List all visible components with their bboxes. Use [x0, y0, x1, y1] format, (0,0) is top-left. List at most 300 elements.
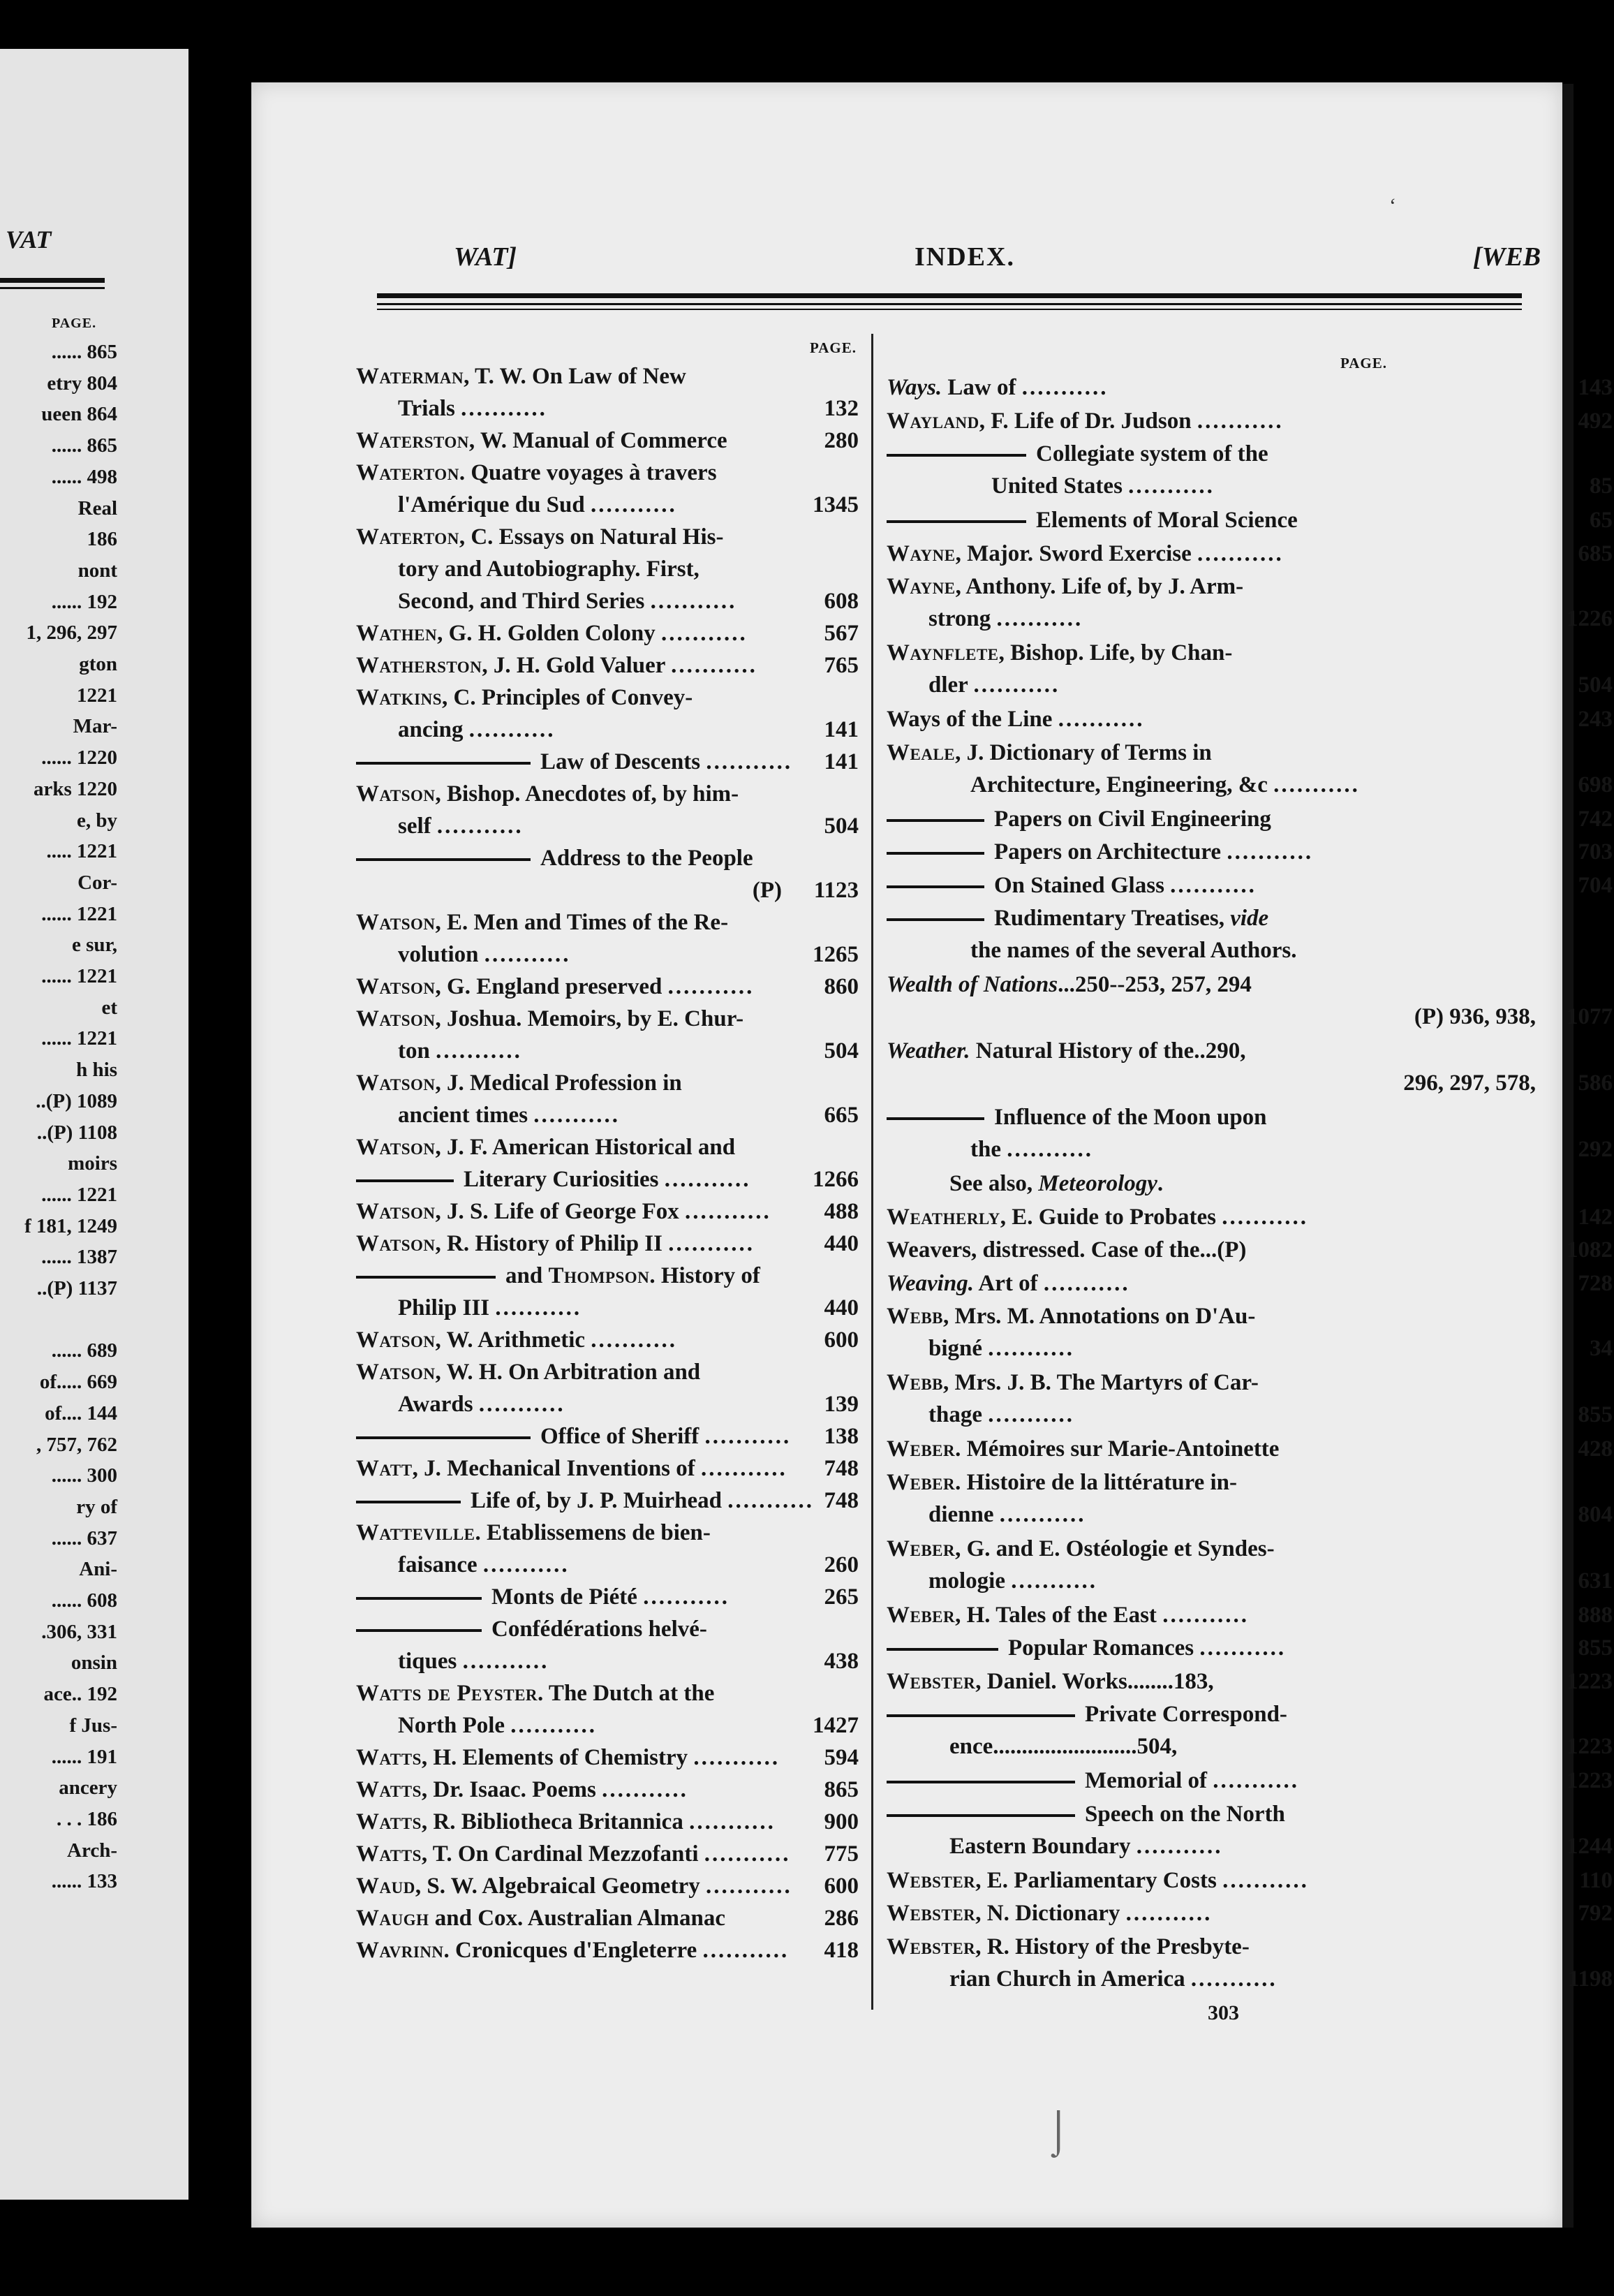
ditto-dash	[887, 885, 984, 888]
index-entry	[356, 1324, 859, 1356]
ditto-dash	[887, 1814, 1075, 1817]
page-ref: 143	[1578, 375, 1613, 400]
index-entry	[887, 1267, 1613, 1300]
index-entry	[887, 1466, 1613, 1531]
index-entry-line	[356, 1838, 859, 1870]
index-entry-line	[887, 869, 1613, 902]
index-entry-line	[356, 1356, 859, 1388]
previous-page-line: ...... 865	[51, 434, 117, 457]
index-entry-line	[887, 836, 1613, 868]
index-entry	[887, 1101, 1613, 1165]
page-ref: 600	[824, 1874, 859, 1899]
entry-text: Weber. Histoire de la littérature in-	[887, 1469, 1238, 1495]
entry-text: Weatherly, E. Guide to Probates ...........	[887, 1204, 1308, 1230]
entry-text: Waterton. Quatre voyages à travers	[356, 460, 717, 485]
previous-page-line: Mar-	[73, 715, 117, 738]
index-entry-line	[887, 1332, 1613, 1364]
page-ref: 504	[824, 814, 859, 839]
index-entry-line	[356, 553, 859, 585]
index-entry-line	[356, 971, 859, 1003]
page-ref: 1266	[813, 1167, 859, 1192]
previous-page-line: .306, 331	[41, 1620, 117, 1643]
entry-text: Papers on Civil Engineering	[994, 806, 1271, 832]
entry-text: the names of the several Authors.	[970, 938, 1297, 963]
index-entry-line	[356, 489, 859, 521]
entry-text: ton ...........	[398, 1038, 522, 1064]
index-entry	[356, 1452, 859, 1485]
index-entry-line	[887, 703, 1613, 735]
page-ref: 132	[824, 396, 859, 421]
page-ref: 492	[1578, 408, 1613, 434]
entry-text: Weale, J. Dictionary of Terms in	[887, 739, 1212, 765]
previous-page-line: ...... 608	[51, 1589, 117, 1612]
index-entry	[356, 1228, 859, 1260]
entry-text: Watts, Dr. Isaac. Poems ...........	[356, 1777, 688, 1802]
page-ref: 265	[824, 1584, 859, 1610]
entry-text: Wavrinn. Cronicques d'Engleterre ...........	[356, 1938, 790, 1963]
index-entry	[356, 1806, 859, 1838]
index-entry-line	[887, 1533, 1613, 1565]
page-ref: 141	[824, 749, 859, 774]
index-entry-line	[356, 682, 859, 714]
entry-text: (P)	[752, 878, 782, 903]
index-entry-line	[356, 1163, 859, 1195]
page-ref: 804	[1578, 1501, 1613, 1527]
entry-text: Watson, W. H. On Arbitration and	[356, 1360, 701, 1385]
previous-page-line: ...... 191	[51, 1745, 117, 1768]
page-header	[454, 242, 1592, 284]
index-entry	[887, 902, 1613, 966]
page-ref: 742	[1578, 806, 1613, 832]
page-ref: 855	[1578, 1635, 1613, 1661]
index-entry-line	[887, 1765, 1613, 1797]
entry-text: Watson, J. Medical Profession in	[356, 1070, 682, 1096]
index-entry-line	[887, 1499, 1613, 1531]
index-entry-line	[887, 1632, 1613, 1664]
index-entry	[356, 457, 859, 521]
index-entry-line	[356, 1774, 859, 1806]
index-entry-line	[356, 585, 859, 617]
index-entry-line	[356, 1035, 859, 1067]
entry-text: Architecture, Engineering, &c ...........	[970, 772, 1360, 797]
index-entry-line	[887, 603, 1613, 635]
index-entry-line	[887, 504, 1613, 536]
index-entry-line	[356, 1806, 859, 1838]
index-entry-line	[356, 746, 859, 778]
previous-page-line: ...... 498	[51, 465, 117, 488]
page-ref: 1223	[1567, 1768, 1613, 1793]
entry-text: ancing ...........	[398, 717, 556, 742]
entry-text: dler ...........	[928, 672, 1060, 698]
entry-text: Watteville. Etablissemens de bien-	[356, 1520, 711, 1545]
index-entry-line	[356, 1388, 859, 1420]
page-ref: 504	[824, 1038, 859, 1064]
entry-text: Weber, G. and E. Ostéologie et Syndes-	[887, 1536, 1275, 1561]
entry-text: Private Correspond-	[1085, 1702, 1287, 1727]
index-entry	[887, 803, 1613, 835]
page-ref: 1427	[813, 1713, 859, 1738]
index-entry	[356, 1131, 859, 1195]
page-ref: 1244	[1567, 1833, 1613, 1859]
page-ref: 567	[824, 621, 859, 646]
entry-text: Weavers, distressed. Case of the...(P)	[887, 1237, 1247, 1263]
header-rule-thick	[377, 293, 1522, 298]
page-ref: 504	[1578, 672, 1613, 698]
page-ref: 260	[824, 1552, 859, 1577]
index-entry	[356, 778, 859, 842]
index-entry	[887, 1864, 1613, 1897]
entry-text: Life of, by J. P. Muirhead ...........	[471, 1488, 814, 1513]
index-entry-line	[887, 669, 1613, 701]
previous-page-line: ry of	[76, 1495, 117, 1518]
page-ref: 1082	[1567, 1237, 1613, 1263]
entry-text: Watson, J. F. American Historical and	[356, 1135, 736, 1160]
page-ref: 775	[824, 1841, 859, 1867]
index-entry	[887, 869, 1613, 902]
page-ref: 1226	[1567, 606, 1613, 631]
entry-text: Trials ...........	[398, 396, 547, 421]
page-ref: 888	[1578, 1602, 1613, 1628]
previous-page-line: 1, 296, 297	[26, 621, 117, 645]
page-ref: 418	[824, 1938, 859, 1963]
page-ref: 292	[1578, 1137, 1613, 1162]
previous-page-line: ..(P) 1137	[36, 1277, 117, 1300]
previous-page-header: VAT	[6, 226, 52, 253]
previous-page-line: ...... 1220	[41, 746, 117, 770]
index-entry-line	[887, 1599, 1613, 1631]
index-entry	[887, 1367, 1613, 1431]
index-entry-line	[887, 1035, 1613, 1067]
page-ref: 85	[1590, 473, 1613, 499]
index-entry-line	[356, 906, 859, 939]
index-entry	[887, 571, 1613, 635]
index-entry	[356, 1774, 859, 1806]
index-entry	[356, 617, 859, 649]
index-entry-line	[356, 425, 859, 457]
index-entry	[356, 1003, 859, 1067]
previous-page-line: Ani-	[79, 1558, 117, 1581]
entry-text: Wathen, G. H. Golden Colony ...........	[356, 621, 748, 646]
index-entry	[887, 1765, 1613, 1797]
ink-mark: ‘	[1389, 194, 1396, 217]
previous-page-line: arks 1220	[33, 777, 117, 800]
entry-text: Weather. Natural History of the..290,	[887, 1038, 1246, 1064]
entry-text: and Thompson. History of	[505, 1263, 760, 1288]
index-entry-line	[887, 737, 1613, 769]
index-entry	[887, 1798, 1613, 1862]
previous-page-line: ..(P) 1089	[36, 1089, 117, 1112]
previous-page-line: ...... 689	[51, 1339, 117, 1362]
index-entry	[356, 1356, 859, 1420]
index-entry-line	[887, 1399, 1613, 1431]
index-entry-line	[887, 1466, 1613, 1499]
page-ref: 34	[1590, 1336, 1613, 1361]
index-entry	[356, 1902, 859, 1934]
index-entry	[887, 1931, 1613, 1995]
index-entry-line	[356, 1003, 859, 1035]
entry-text: Wayne, Major. Sword Exercise ...........	[887, 540, 1284, 566]
index-entry-line	[356, 1549, 859, 1581]
previous-page-line: ...... 1221	[41, 1027, 117, 1050]
ditto-dash	[356, 858, 531, 861]
index-entry-line	[356, 778, 859, 810]
page-ref: 1077	[1567, 1004, 1613, 1029]
entry-text: Waugh and Cox. Australian Almanac	[356, 1906, 725, 1931]
index-entry-line	[356, 649, 859, 682]
entry-text: ence.........................504,	[949, 1734, 1178, 1759]
page-ref: 600	[824, 1327, 859, 1353]
entry-text: Watson, W. Arithmetic ...........	[356, 1327, 678, 1353]
index-entry-line	[887, 1931, 1613, 1963]
previous-page-line: ...... 192	[51, 590, 117, 613]
page-ref: 665	[824, 1103, 859, 1128]
previous-page-line: ...... 133	[51, 1870, 117, 1893]
page-ref: 440	[824, 1231, 859, 1256]
page-number: 303	[1208, 2001, 1239, 2024]
entry-text: Watts, R. Bibliotheca Britannica ...........	[356, 1809, 776, 1834]
index-entry	[356, 1067, 859, 1131]
index-entry-line	[887, 1963, 1613, 1995]
ditto-dash	[356, 1629, 482, 1632]
entry-text: Watts de Peyster. The Dutch at the	[356, 1681, 715, 1706]
index-entry-line	[887, 803, 1613, 835]
index-entry	[356, 842, 859, 906]
entry-text: Watson, E. Men and Times of the Re-	[356, 910, 729, 935]
entry-text: rian Church in America ...........	[949, 1966, 1278, 1992]
entry-text: tiques ...........	[398, 1649, 549, 1674]
previous-page-line: ancery	[59, 1776, 117, 1800]
entry-text: volution ...........	[398, 942, 571, 967]
page-ref: 1265	[813, 942, 859, 967]
index-entry-line	[356, 939, 859, 971]
ditto-dash	[887, 1714, 1075, 1717]
page-ref: 286	[824, 1906, 859, 1931]
index-entry-line	[356, 1870, 859, 1902]
index-entry	[356, 360, 859, 425]
previous-page-line: 1221	[77, 684, 117, 707]
index-entry-line	[356, 1195, 859, 1228]
previous-page-line: e, by	[77, 809, 117, 832]
index-entry	[356, 746, 859, 778]
index-entry-line	[356, 1131, 859, 1163]
index-entry-line	[887, 1101, 1613, 1133]
ditto-dash	[887, 454, 1026, 457]
previous-page-line: et	[101, 996, 117, 1019]
index-entry	[356, 1420, 859, 1452]
entry-text: Waynflete, Bishop. Life, by Chan-	[887, 640, 1233, 665]
index-entry	[356, 1838, 859, 1870]
index-entry-line	[887, 1367, 1613, 1399]
header-left: WAT]	[454, 242, 517, 272]
previous-page-line: e sur,	[72, 934, 117, 957]
page-ref: 703	[1578, 839, 1613, 864]
entry-text: tory and Autobiography. First,	[398, 557, 699, 582]
entry-text: North Pole ...........	[398, 1713, 598, 1738]
index-entry-line	[887, 1267, 1613, 1300]
column-divider	[871, 334, 873, 2010]
index-entry-line	[356, 360, 859, 392]
previous-page-line: of.... 144	[45, 1401, 117, 1425]
index-entry-line	[356, 617, 859, 649]
previous-page-line: . . . 186	[57, 1807, 117, 1830]
entry-text: United States ...........	[991, 473, 1215, 499]
entry-text: Literary Curiosities ...........	[464, 1167, 751, 1192]
index-entry-line	[887, 371, 1613, 404]
page-ref: 594	[824, 1745, 859, 1770]
index-entry	[887, 836, 1613, 868]
page-ref: 440	[824, 1295, 859, 1320]
ditto-dash	[887, 1648, 998, 1651]
ditto-dash	[887, 1117, 984, 1120]
index-entry-line	[356, 1902, 859, 1934]
index-entry-line	[356, 1485, 859, 1517]
entry-text: Weber, H. Tales of the East ...........	[887, 1602, 1249, 1628]
index-entry-line	[356, 1099, 859, 1131]
entry-text: Waterston, W. Manual of Commerce	[356, 428, 727, 453]
ditto-dash	[356, 762, 531, 765]
index-entry	[887, 1698, 1613, 1763]
page-ref: 900	[824, 1809, 859, 1834]
index-entry	[887, 504, 1613, 536]
index-entry	[887, 538, 1613, 570]
entry-text: Papers on Architecture ...........	[994, 839, 1314, 864]
header-rule-thin	[377, 309, 1522, 310]
index-entry	[887, 1035, 1613, 1099]
entry-text: mologie ...........	[928, 1568, 1097, 1594]
index-entry	[356, 1677, 859, 1742]
page-ref: 142	[1578, 1204, 1613, 1230]
index-entry-line	[887, 1201, 1613, 1233]
index-entry-line	[887, 1300, 1613, 1332]
previous-page-line: , 757, 762	[36, 1433, 117, 1456]
page-ref: 608	[824, 589, 859, 614]
page-ref: 110	[1579, 1867, 1613, 1893]
page-ref: 438	[824, 1649, 859, 1674]
previous-page-line: Arch-	[67, 1839, 117, 1862]
previous-page-line: ...... 1221	[41, 965, 117, 987]
page-ref: 428	[1578, 1436, 1613, 1462]
entry-text: Watson, Bishop. Anecdotes of, by him-	[356, 781, 739, 807]
page-ref: 765	[824, 653, 859, 678]
ditto-dash	[887, 1781, 1075, 1783]
index-entry	[887, 1665, 1613, 1698]
page-ref: 65	[1590, 508, 1613, 533]
index-entry	[887, 438, 1613, 502]
index-entry-line	[356, 1420, 859, 1452]
index-entry-line	[887, 1133, 1613, 1165]
entry-text: Waterton, C. Essays on Natural His-	[356, 524, 724, 550]
index-entry-line	[887, 969, 1613, 1001]
index-entry-line	[887, 1730, 1613, 1763]
entry-text: Webb, Mrs. J. B. The Martyrs of Car-	[887, 1370, 1259, 1395]
entry-text: Watts, H. Elements of Chemistry ...........	[356, 1745, 780, 1770]
page-ref: 138	[824, 1424, 859, 1449]
ditto-dash	[887, 852, 984, 855]
ditto-dash	[887, 918, 984, 921]
index-entry	[356, 1870, 859, 1902]
ditto-dash	[356, 1276, 496, 1279]
page-ref: 860	[824, 974, 859, 999]
entry-text: Webster, R. History of the Presbyte-	[887, 1934, 1250, 1959]
index-entry-line	[887, 769, 1613, 801]
page-ref: 685	[1578, 540, 1613, 566]
entry-text: Watherston, J. H. Gold Valuer ...........	[356, 653, 757, 678]
previous-page-line: ...... 1221	[41, 1183, 117, 1206]
entry-text: Wayland, F. Life of Dr. Judson ...........	[887, 408, 1284, 434]
previous-page-line: ...... 1221	[41, 902, 117, 925]
index-entry	[356, 1195, 859, 1228]
index-entry	[356, 971, 859, 1003]
index-entry	[887, 969, 1613, 1033]
page-ref: 1345	[813, 492, 859, 517]
index-entry-line	[887, 1234, 1613, 1266]
previous-page-line: f 181, 1249	[24, 1214, 117, 1237]
page-ref: 280	[824, 428, 859, 453]
index-entry-line	[356, 1934, 859, 1966]
index-entry	[356, 1581, 859, 1613]
entry-text: dienne ...........	[928, 1501, 1086, 1527]
index-entry-line	[887, 1168, 1613, 1200]
index-entry-line	[356, 1645, 859, 1677]
entry-text: Popular Romances ...........	[1008, 1635, 1287, 1661]
index-entry-line	[887, 1864, 1613, 1897]
entry-text: Philip III ...........	[398, 1295, 582, 1320]
entry-text: strong ...........	[928, 606, 1083, 631]
entry-text: Wealth of Nations...250--253, 257, 294	[887, 972, 1252, 997]
entry-text: Watson, R. History of Philip II ...........	[356, 1231, 755, 1256]
entry-text: ancient times ...........	[398, 1103, 621, 1128]
entry-text: Eastern Boundary ...........	[949, 1833, 1223, 1859]
index-entry	[887, 1632, 1613, 1664]
page-ref: 1223	[1567, 1734, 1613, 1759]
previous-page-line: ...... 300	[51, 1464, 117, 1487]
page-ref: 865	[824, 1777, 859, 1802]
previous-page-line: ..... 1221	[46, 840, 117, 863]
index-entry-line	[887, 538, 1613, 570]
index-entry	[356, 1742, 859, 1774]
index-entry-line	[356, 1742, 859, 1774]
ditto-dash	[356, 1436, 531, 1439]
entry-text: Address to the People	[540, 846, 753, 871]
page-ref: 792	[1578, 1901, 1613, 1926]
previous-page-line: ace.. 192	[43, 1683, 117, 1706]
ditto-dash	[356, 1179, 454, 1182]
previous-page-line: 186	[87, 528, 117, 551]
entry-text: Wayne, Anthony. Life of, by J. Arm-	[887, 574, 1244, 599]
page-column-label: PAGE.	[1340, 355, 1388, 371]
entry-text: Webb, Mrs. M. Annotations on D'Au-	[887, 1304, 1256, 1329]
page-ref: 704	[1578, 872, 1613, 898]
index-entry	[356, 1613, 859, 1677]
entry-text: Second, and Third Series ...........	[398, 589, 737, 614]
page-ref: 488	[824, 1199, 859, 1224]
entry-text: Memorial of ...........	[1085, 1768, 1300, 1793]
entry-text: self ...........	[398, 814, 524, 839]
index-entry	[887, 637, 1613, 701]
index-entry	[356, 906, 859, 971]
index-entry	[887, 371, 1613, 404]
index-entry-line	[887, 637, 1613, 669]
index-entry-line	[887, 1897, 1613, 1929]
index-entry-line	[356, 714, 859, 746]
index-entry-line	[887, 1798, 1613, 1830]
entry-text: Waterman, T. W. On Law of New	[356, 364, 686, 389]
index-entry-line	[356, 457, 859, 489]
index-entry-line	[356, 392, 859, 425]
entry-text: See also, Meteorology.	[949, 1171, 1164, 1196]
index-entry	[887, 405, 1613, 437]
index-entry	[887, 1201, 1613, 1233]
